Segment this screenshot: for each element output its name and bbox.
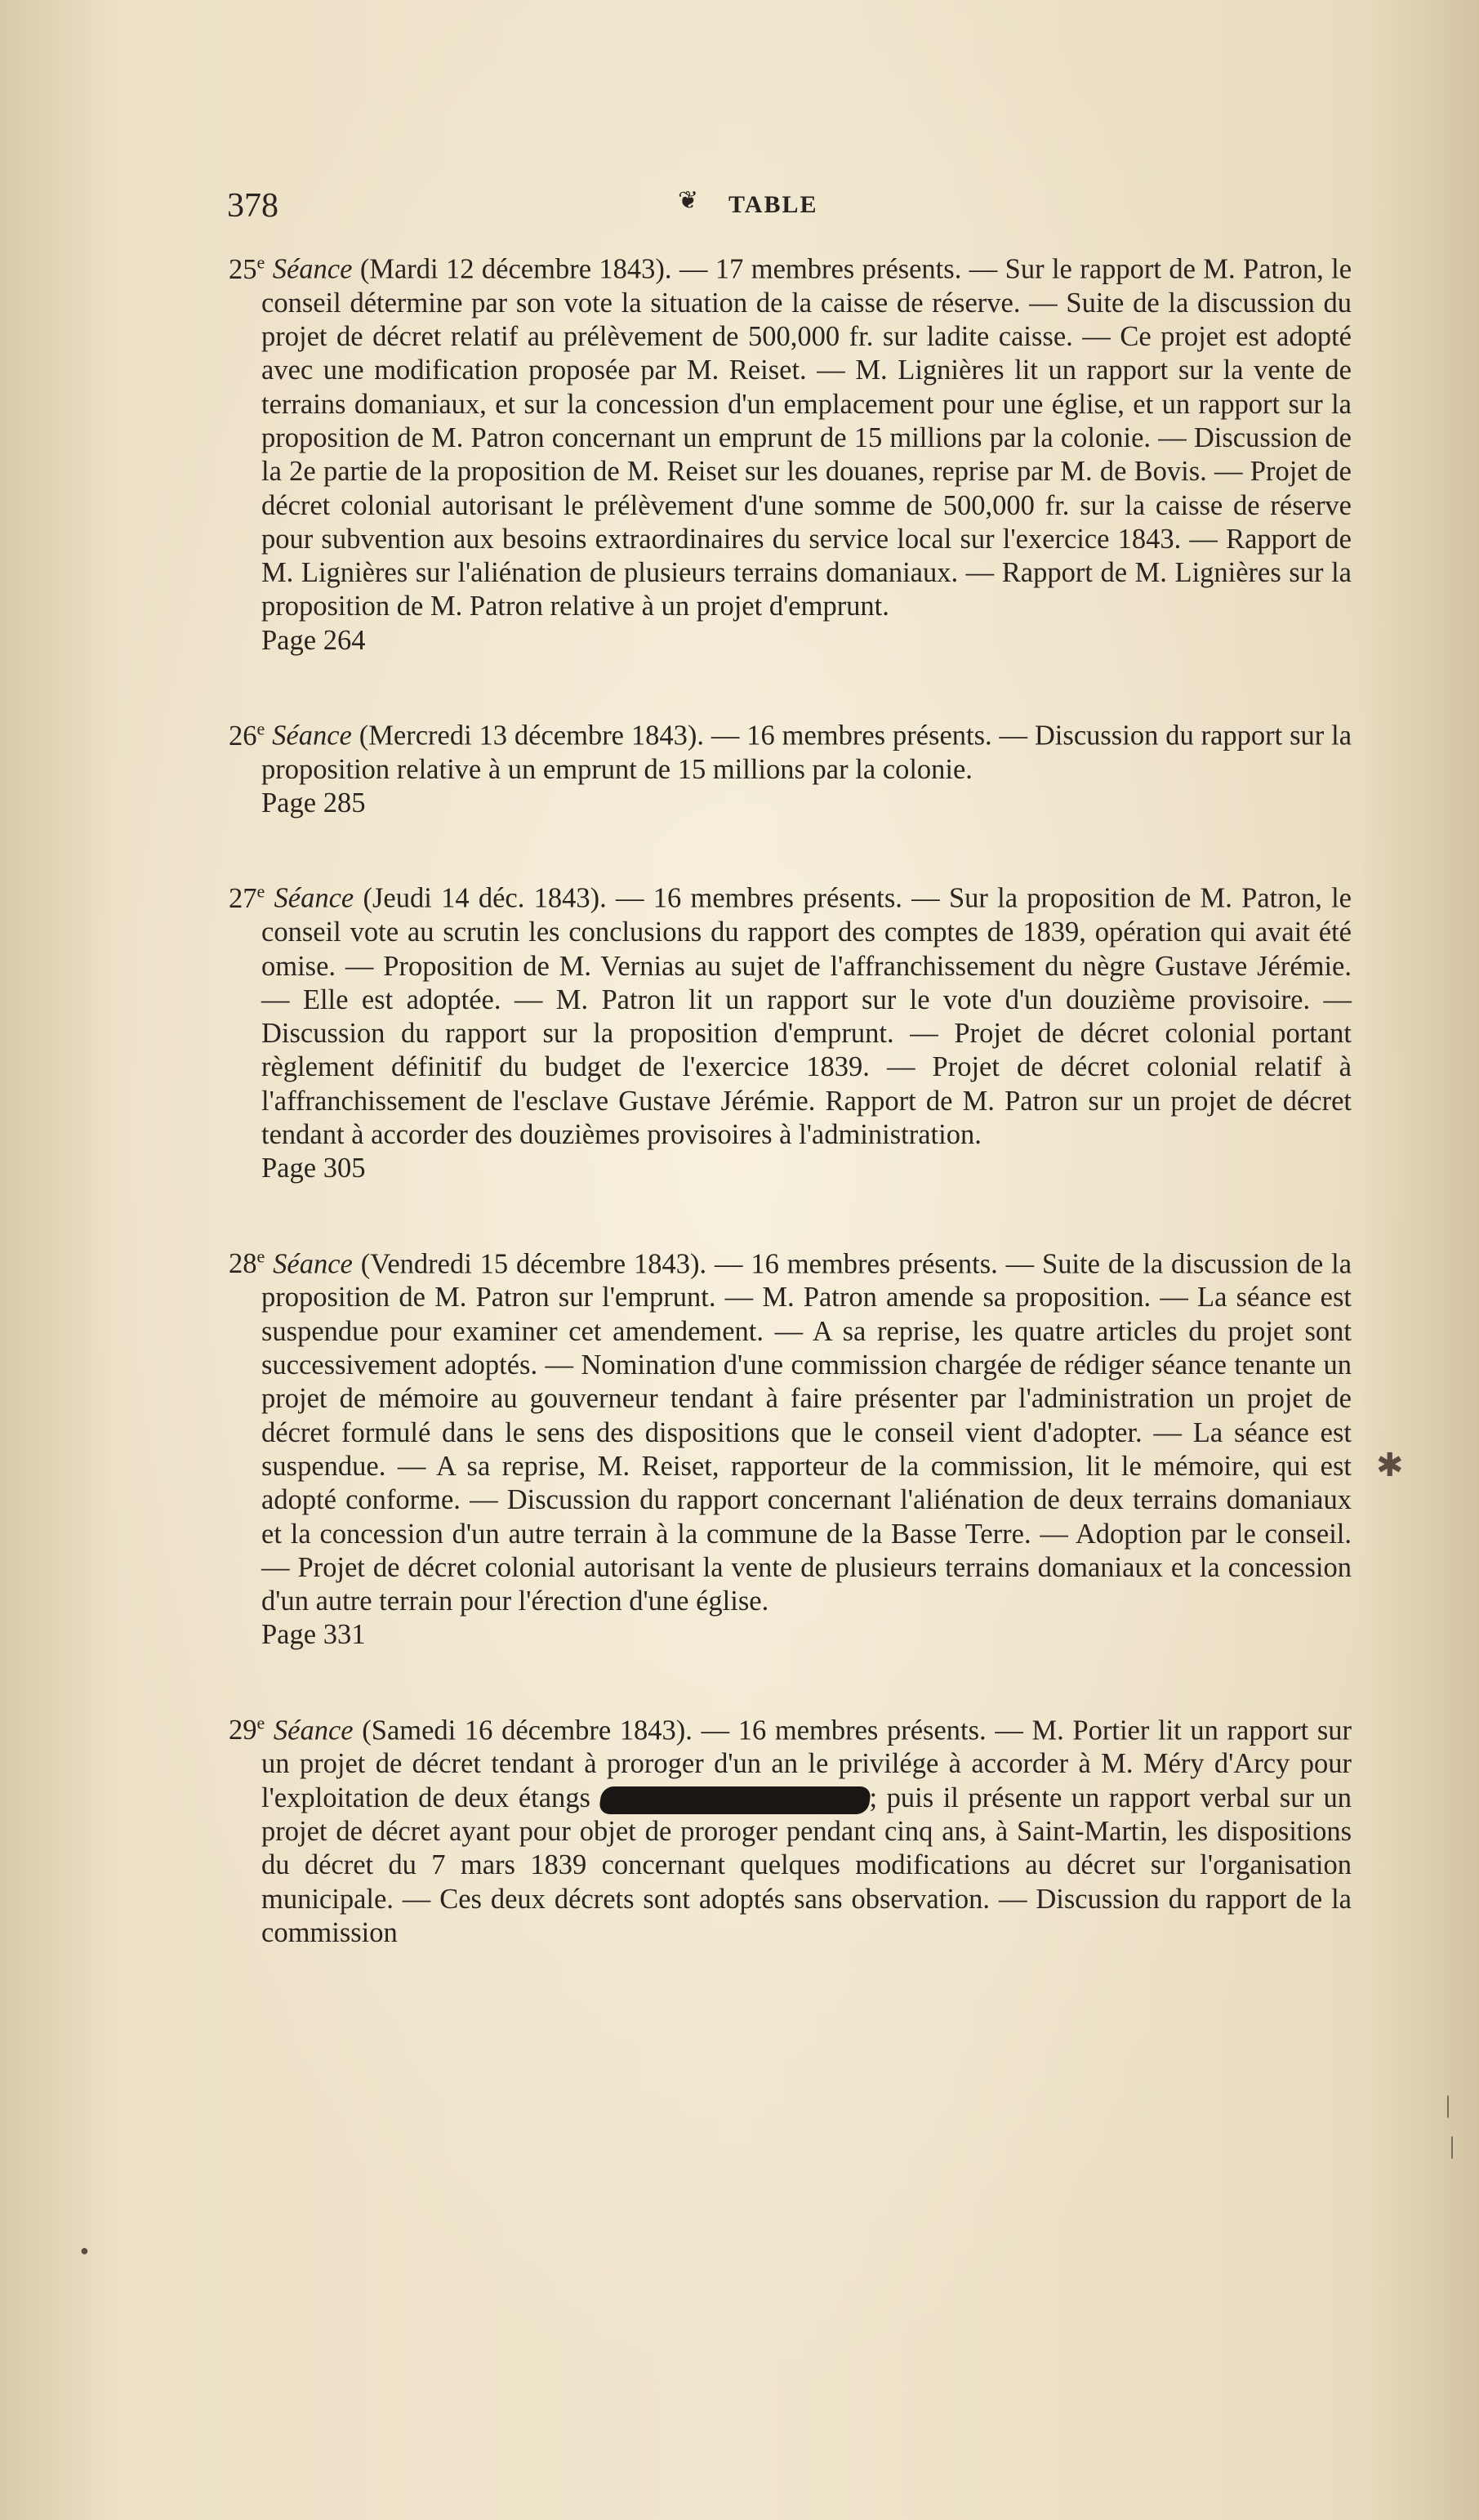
session-entry-28: [229, 1240, 1352, 1652]
page-number: 378: [227, 187, 278, 225]
page-reference: Page 331: [261, 1619, 366, 1651]
session-list: [229, 245, 1352, 2004]
session-label: Séance: [272, 720, 352, 752]
session-ordinal: 28e: [229, 1246, 265, 1280]
session-ordinal: 29e: [229, 1712, 265, 1746]
ink-blot-icon: ✱: [1376, 1447, 1404, 1483]
session-label: Séance: [273, 1248, 353, 1280]
page-reference: Page 285: [261, 787, 366, 819]
session-ordinal: 27e: [229, 881, 265, 914]
session-label: Séance: [273, 1715, 354, 1746]
page-reference: Page 305: [261, 1153, 366, 1184]
session-ordinal: 25e: [229, 252, 265, 285]
session-summary: (Jeudi 14 déc. 1843). — 16 membres présents. — Sur la proposition de M. Patron, le conseil vote au scrutin les conclusions du rapport des comptes de 1839, opération qui avait été omise. — Proposition de M. Vernias au sujet de l'affranchissement du nègre Gustave Jérémie. — Elle est adoptée. — M. Patron lit un rapport sur le vote d'un douzième provisoire. — Discussion du rapport sur la proposition d'emprunt. — Projet de décret colonial portant règlement définitif du budget de l'exercice 1839. — Projet de décret colonial relatif à l'affranchissement de l'esclave Gustave Jérémie. Rapport de M. Patron sur un projet de décret tendant à accorder des douzièmes provisoires à l'administration.: [261, 882, 1352, 1151]
session-entry-27: [229, 874, 1352, 1185]
session-summary-part-1: (Samedi 16 décembre 1843). — 16 membres présents. — M. Portier lit un rapport sur un projet de décret tendant à proroger d'un an le privilége à accorder à M. Méry d'Arcy pour l'exploitation de deux étangs: [261, 1715, 1352, 1813]
page-header: [221, 186, 1356, 227]
session-label: Séance: [272, 253, 353, 285]
session-ordinal: 26e: [229, 718, 265, 752]
running-title: TABLE: [728, 191, 818, 218]
session-entry-26: [229, 711, 1352, 820]
session-summary-part-2: ; puis il présente un rapport verbal sur un projet de décret ayant pour objet de proroger pendant cinq ans, à Saint-Martin, les dispositions du décret du 7 mars 1839 concernant quelques modifications au décret sur l'organisation municipale. — Ces deux décrets sont adoptés sans observation. — Discussion du rapport de la commission: [261, 1782, 1352, 1948]
session-summary: (Mercredi 13 décembre 1843). — 16 membres présents. — Discussion du rapport sur la proposition relative à un emprunt de 15 millions par la colonie.: [261, 720, 1352, 785]
page-reference: Page 264: [261, 624, 366, 656]
session-label: Séance: [274, 882, 354, 914]
session-summary: (Mardi 12 décembre 1843). — 17 membres présents. — Sur le rapport de M. Patron, le conseil détermine par son vote la situation de la caisse de réserve. — Suite de la discussion du projet de décret relatif au prélèvement de 500,000 fr. sur ladite caisse. — Ce projet est adopté avec une modification proposée par M. Reiset. — M. Lignières lit un rapport sur la vente de terrains domaniaux, et sur la concession d'un emplacement pour une église, et un rapport sur la proposition de M. Patron concernant un emprunt de 15 millions par la colonie. — Discussion de la 2e partie de la proposition de M. Reiset sur les douanes, reprise par M. de Bovis. — Projet de décret colonial autorisant le prélèvement d'une somme de 500,000 fr. sur la caisse de réserve pour subvention aux besoins extraordinaires du service local sur l'exercice 1843. — Rapport de M. Lignières sur l'aliénation de plusieurs terrains domaniaux. — Rapport de M. Lignières sur la proposition de M. Patron relative à un projet d'emprunt.: [261, 253, 1352, 622]
margin-tick-icon: |: [1446, 2091, 1451, 2118]
dot-mark-icon: ●: [80, 2242, 89, 2259]
redaction-blot: [598, 1786, 871, 1814]
session-summary: (Vendredi 15 décembre 1843). — 16 membres présents. — Suite de la discussion de la proposition de M. Patron sur l'emprunt. — M. Patron amende sa proposition. — La séance est suspendue pour examiner cet amendement. — A sa reprise, les quatre articles du projet sont successivement adoptés. — Nomination d'une commission chargée de rédiger séance tenante un projet de mémoire au gouverneur tendant à faire présenter par l'administration un projet de décret formulé dans le sens des dispositions que le conseil vient d'adopter. — La séance est suspendue. — A sa reprise, M. Reiset, rapporteur de la commission, lit le mémoire, qui est adopté conforme. — Discussion du rapport concernant l'aliénation de deux terrains domaniaux et la concession d'un autre terrain à la commune de la Basse Terre. — Adoption par le conseil. — Projet de décret colonial autorisant la vente de plusieurs terrains domaniaux et la concession d'un autre terrain pour l'érection d'une église.: [261, 1248, 1352, 1617]
session-entry-25: [229, 245, 1352, 658]
ornament-icon: ❦: [678, 187, 699, 214]
session-entry-29: [229, 1706, 1352, 1951]
margin-tick-icon: |: [1450, 2132, 1455, 2159]
